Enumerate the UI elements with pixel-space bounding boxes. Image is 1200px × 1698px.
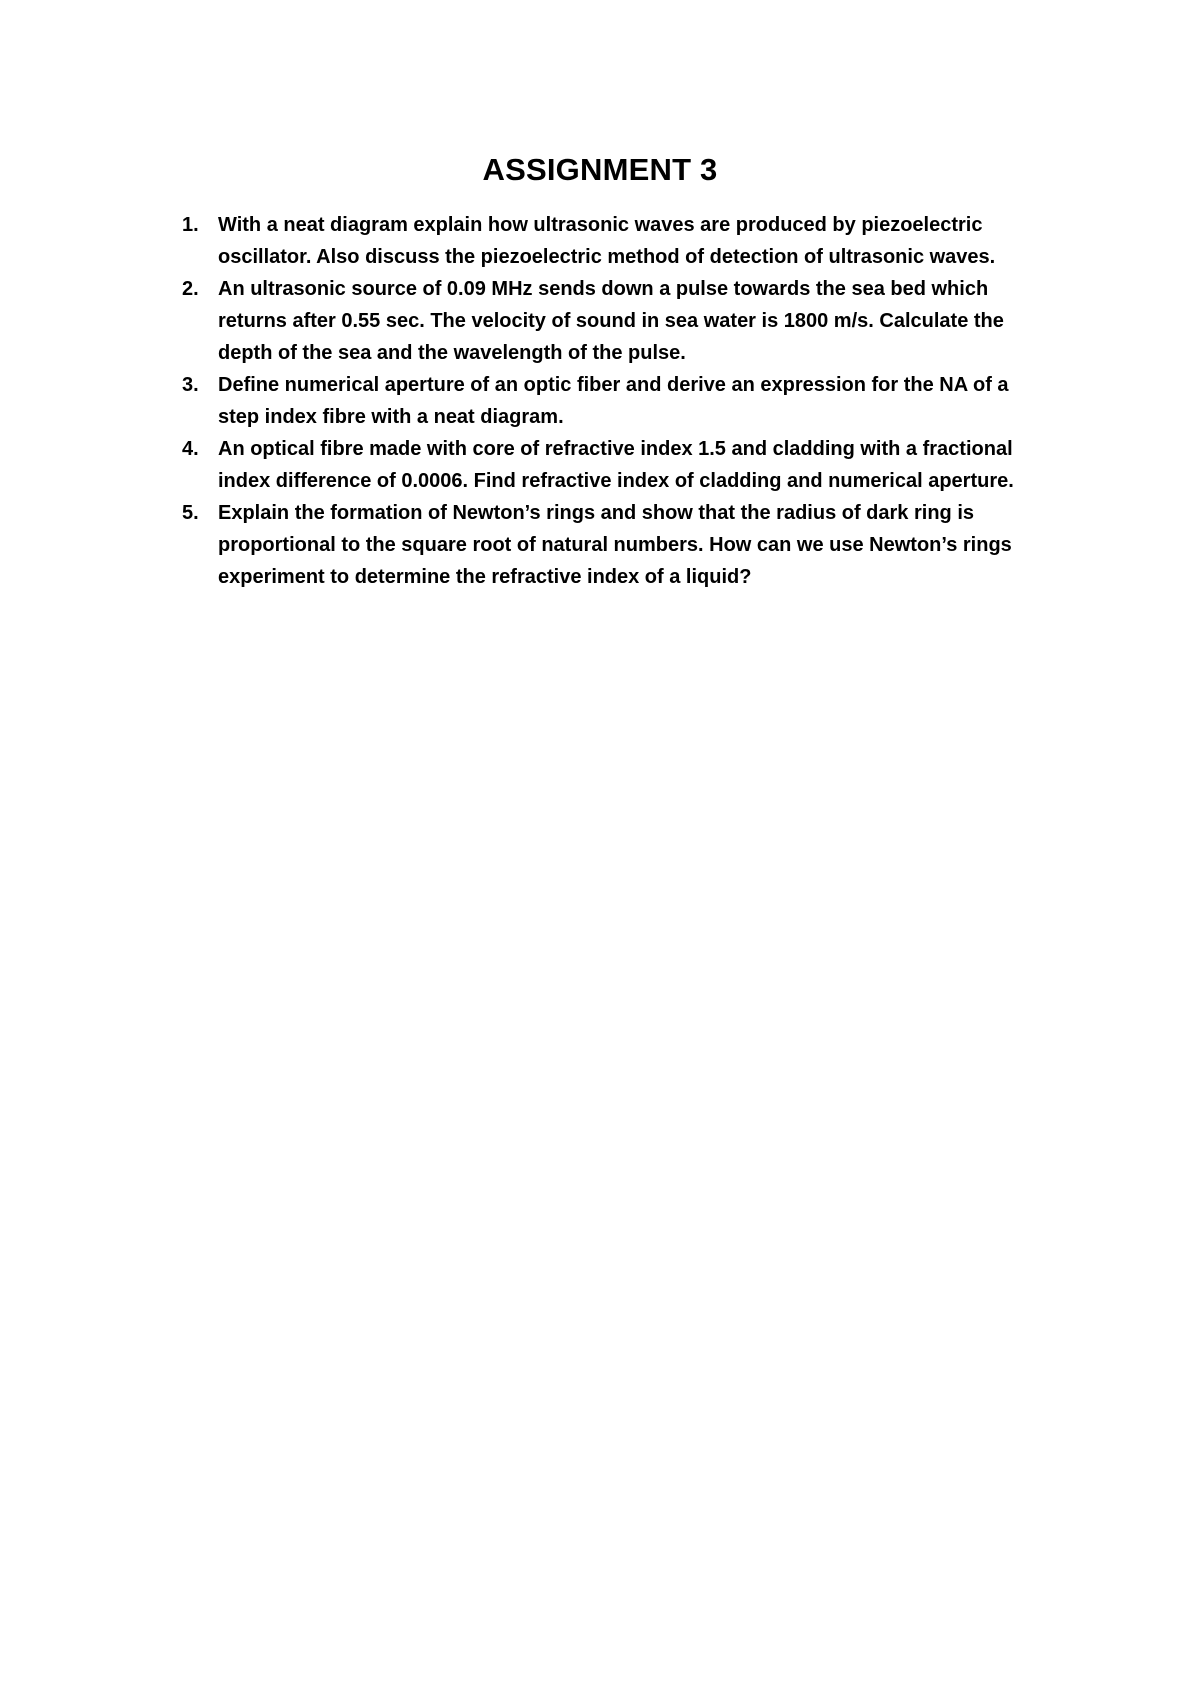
- question-item-1: [182, 209, 1062, 273]
- question-text-line: Explain the formation of Newton’s rings and show that the radius of dark ring is: [218, 502, 974, 524]
- question-text-line: An ultrasonic source of 0.09 MHz sends down a pulse towards the sea bed which: [218, 278, 989, 300]
- question-number: 3.: [182, 374, 199, 396]
- question-text-line: returns after 0.55 sec. The velocity of sound in sea water is 1800 m/s. Calculate the: [218, 310, 1004, 332]
- question-text-line: With a neat diagram explain how ultrasonic waves are produced by piezoelectric: [218, 214, 983, 236]
- question-number: 5.: [182, 502, 199, 524]
- question-number: 4.: [182, 438, 199, 460]
- question-text-line: oscillator. Also discuss the piezoelectric method of detection of ultrasonic waves.: [218, 246, 996, 268]
- question-item-2: [182, 273, 1062, 369]
- question-text-line: Define numerical aperture of an optic fiber and derive an expression for the NA of a: [218, 374, 1009, 396]
- question-text-line: proportional to the square root of natural numbers. How can we use Newton’s rings: [218, 534, 1012, 556]
- question-text-line: An optical fibre made with core of refractive index 1.5 and cladding with a fractional: [218, 438, 1013, 460]
- question-list: [182, 209, 1062, 593]
- question-item-3: [182, 369, 1062, 433]
- question-text-line: depth of the sea and the wavelength of the pulse.: [218, 342, 686, 364]
- question-text-line: experiment to determine the refractive index of a liquid?: [218, 566, 752, 588]
- question-number: 1.: [182, 214, 199, 236]
- question-text-line: index difference of 0.0006. Find refractive index of cladding and numerical aperture.: [218, 470, 1014, 492]
- question-number: 2.: [182, 278, 199, 300]
- page-title: ASSIGNMENT 3: [482, 152, 718, 187]
- question-text-line: step index fibre with a neat diagram.: [218, 406, 564, 428]
- question-item-5: [182, 497, 1062, 593]
- question-item-4: [182, 433, 1062, 497]
